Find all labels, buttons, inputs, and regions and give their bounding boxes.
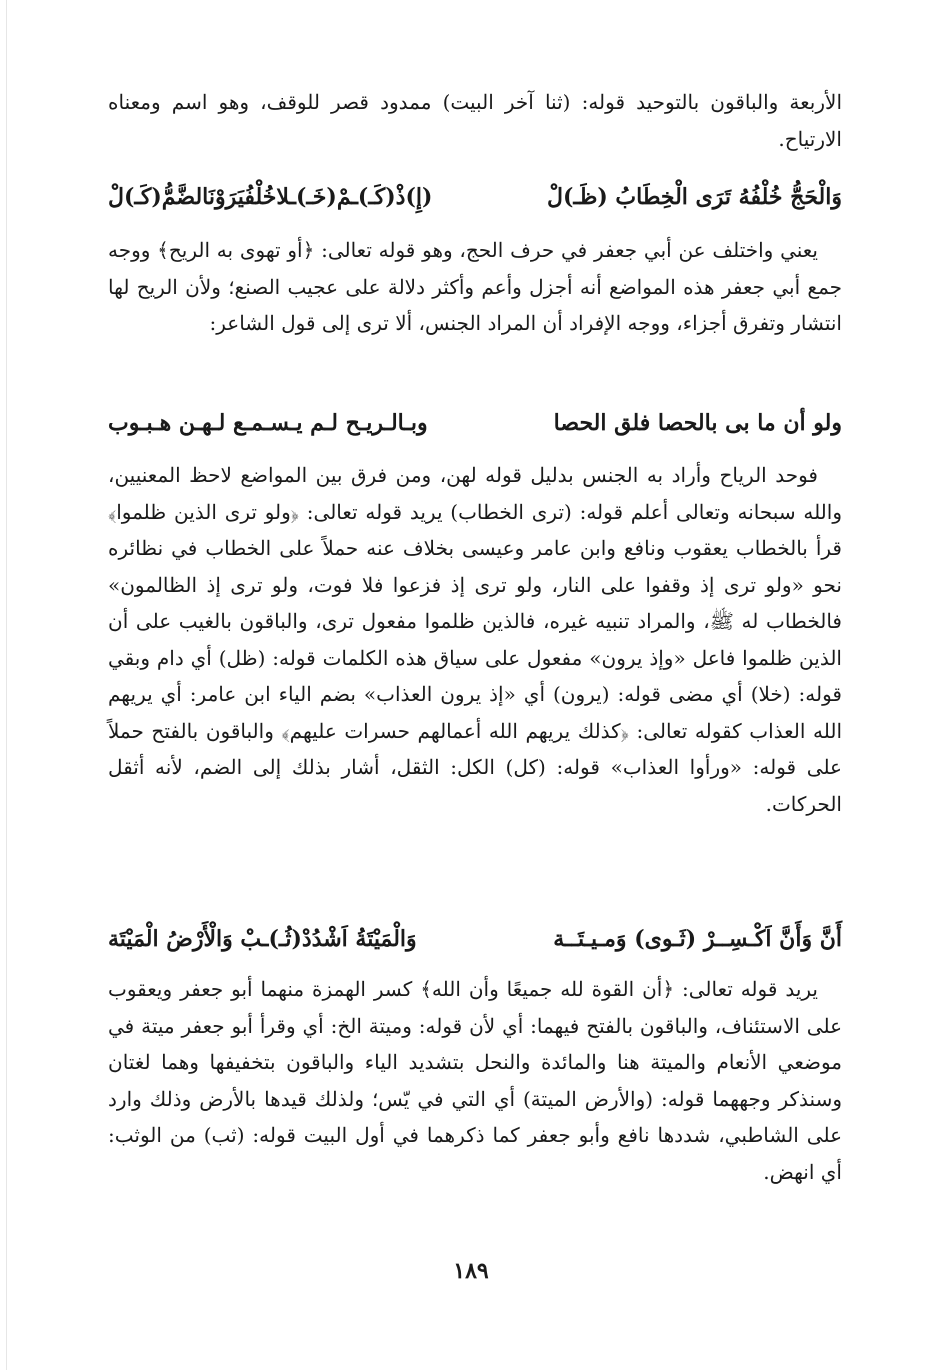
- verse-line-1: [108, 184, 842, 210]
- paragraph-intro: الأربعة والباقون بالتوحيد قوله: (ثنا آخر البيت) ممدود قصر للوقف، وهو اسم ومعناه الارتياح.: [108, 90, 842, 151]
- verse-2-second-hemistich: وبـالـريـح لـم يـسـمـع لـهـن هـبـوب: [108, 410, 428, 436]
- verse-1-second-hemistich: (إِ)ذْ(كَـ)ـمْ(خَـ)ـلاخُلْفُيَرَوْنَالضَّمُّ(كَـ)لْ: [108, 184, 433, 210]
- paragraph-commentary-1: يعني واختلف عن أبي جعفر في حرف الحج، وهو قوله تعالى: ﴿أو تهوى به الريح﴾ ووجه جمع أبي جعفر هذه المواضع أنه أجزل وأعم وأكثر دلالة على عجيب الصنع؛ ولأن الريح لها انتشار وتفرق أجزاء، ووجه الإفراد أن المراد الجنس، ألا ترى إلى قول الشاعر:: [108, 238, 842, 335]
- page-number: ١٨٩: [453, 1258, 489, 1284]
- verse-2-first-hemistich: ولو أن ما بى بالحصا فلق الحصا: [553, 410, 842, 436]
- paragraph-commentary-3: يريد قوله تعالى: ﴿أن القوة لله جميعًا وأن الله﴾ كسر الهمزة منهما أبو جعفر ويعقوب على الاستئناف، والباقون بالفتح فيهما: أي لأن قوله: وميتة الخ: أي وقرأ أبو جعفر ميتة في موضعي الأنعام والميتة هنا والمائدة والنحل بتشديد الياء والباقون بتخفيفها وهما لغتان وسنذكر وجههما قوله: (والأرض الميتة) أي التي في يّس؛ ولذلك قيدها بالأرض وذلك وارد على الشاطبي، شددها نافع وأبو جعفر كما ذكرهما في أول البيت قوله: (ثب) من الوثب: أي انهض.: [108, 977, 843, 1184]
- verse-3-second-hemistich: وَالْمَيْتَةُ اَشْدُدْ(ثُـ)ـبْ وَالْأَرْضُ الْمَيْتَة: [108, 926, 417, 952]
- verse-1-first-hemistich: وَالْحَجُّ خُلْفُهُ تَرَى الْخِطَابُ (ظَـ)لْ: [546, 184, 842, 210]
- verse-line-3: [108, 926, 842, 952]
- verse-line-2: [108, 410, 842, 436]
- paragraph-commentary-2: فوحد الرياح وأراد به الجنس بدليل قوله لهن، ومن فرق بين المواضع لاحظ المعنيين، والله سبحانه وتعالى أعلم قوله: (ترى الخطاب) يريد قوله تعالى: ﴿ولو ترى الذين ظلموا﴾ قرأ بالخطاب يعقوب ونافع وابن عامر وعيسى بخلاف عنه حملاً على الخطاب في نظائره نحو «ولو ترى إذ وقفوا على النار، ولو ترى إذ فزعوا فلا فوت، ولو ترى إذ الظالمون» فالخطاب له ﷺ، والمراد تنبيه غيره، فالذين ظلموا مفعول ترى، والباقون بالغيب على أن الذين ظلموا فاعل «وإذ يرون» مفعول على سياق هذه الكلمات قوله: (ظل) أي دام وبقي قوله: (خلا) أي مضى قوله: (يرون) أي «إذ يرون العذاب» بضم الياء ابن عامر: أي يريهم الله العذاب كقوله تعالى: ﴿كذلك يريهم الله أعمالهم حسرات عليهم﴾ والباقون بالفتح حملاً على قوله: «ورأوا العذاب» قوله: (كل) الكل: الثقل، أشار بذلك إلى الضم، لأنه أثقل الحركات.: [108, 463, 842, 816]
- page-edge-line: [6, 0, 7, 1370]
- verse-3-first-hemistich: أَنَّ وَأَنَّ اَكْـسِــرْ (ثَـوى) وَمـيـتَــة: [553, 926, 842, 952]
